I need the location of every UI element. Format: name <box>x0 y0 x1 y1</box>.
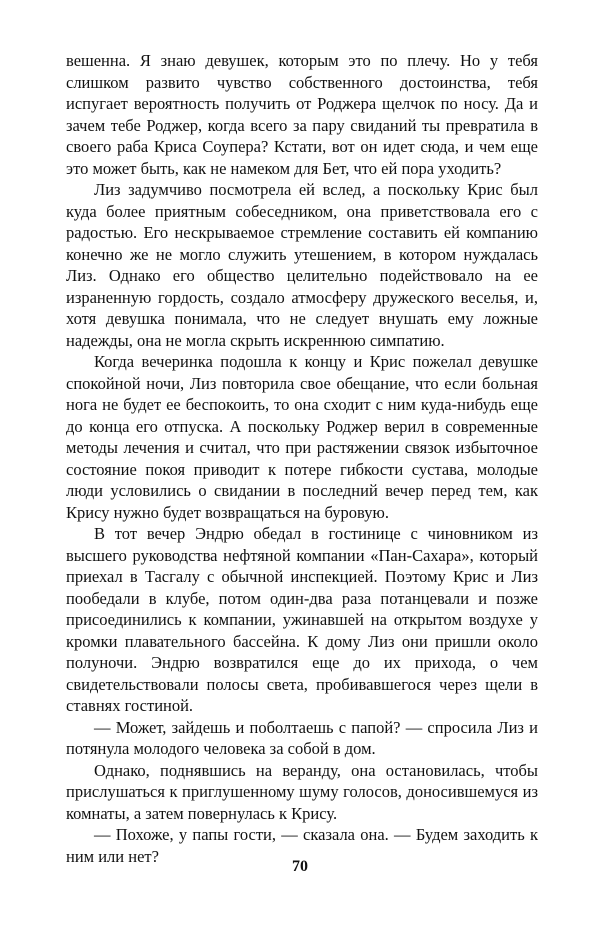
paragraph-5: — Может, зайдешь и поболтаешь с папой? — спросила Лиз и потянула молодого человека за собой в дом. <box>66 717 538 758</box>
paragraph-2: Лиз задумчиво посмотрела ей вслед, а поскольку Крис был куда более приятным собеседником, она приветствовала его с радостью. Его нескрываемое стремление составить ей компанию конечно же не могло служить утешением, в котором нуждалась Лиз. Однако его общество целительно подействовало на ее израненную гордость, создало атмосферу дружеского веселья, и, хотя девушка понимала, что не следует внушать ему ложные надежды, она не могла скрыть искреннюю симпатию. <box>66 180 538 350</box>
paragraph-1: вешенна. Я знаю девушек, которым это по плечу. Но у тебя слишком развито чувство собственного достоинства, тебя испугает вероятность получить от Роджера щелчок по носу. Да и зачем тебе Роджер, когда всего за пару свиданий ты превратила в своего раба Криса Соупера? Кстати, вот он идет сюда, и чем еще это может быть, как не намеком для Бет, что ей пора уходить? <box>66 51 538 178</box>
page-text <box>66 50 538 867</box>
paragraph-7: — Похоже, у папы гости, — сказала она. — Будем заходить к ним или нет? <box>66 825 538 866</box>
paragraph-4: В тот вечер Эндрю обедал в гостинице с чиновником из высшего руководства нефтяной компании «Пан-Сахара», который приехал в Тасгалу с обычной инспекцией. Поэтому Крис и Лиз пообедали в клубе, потом один-два раза потанцевали и позже присоединились к компании, ужинавшей на открытом воздухе у кромки плавательного бассейна. К дому Лиз они пришли около полуночи. Эндрю возвратился еще до их прихода, о чем свидетельствовали полосы света, пробивавшегося через щели в ставнях гостиной. <box>66 524 538 715</box>
page-number: 70 <box>292 858 308 875</box>
paragraph-6: Однако, поднявшись на веранду, она остановилась, чтобы прислушаться к приглушенному шуму голосов, доносившемуся из комнаты, а затем повернулась к Крису. <box>66 760 538 823</box>
paragraph-3: Когда вечеринка подошла к концу и Крис пожелал девушке спокойной ночи, Лиз повторила свое обещание, что если больная нога не будет ее беспокоить, то она сходит с ним куда-нибудь еще до конца его отпуска. А поскольку Роджер верил в современные методы лечения и считал, что при растяжении связок избыточное состояние покоя приводит к потере гибкости сустава, молодые люди условились о свидании в последний вечер перед тем, как Крису нужно будет возвращаться на буровую. <box>66 352 538 522</box>
